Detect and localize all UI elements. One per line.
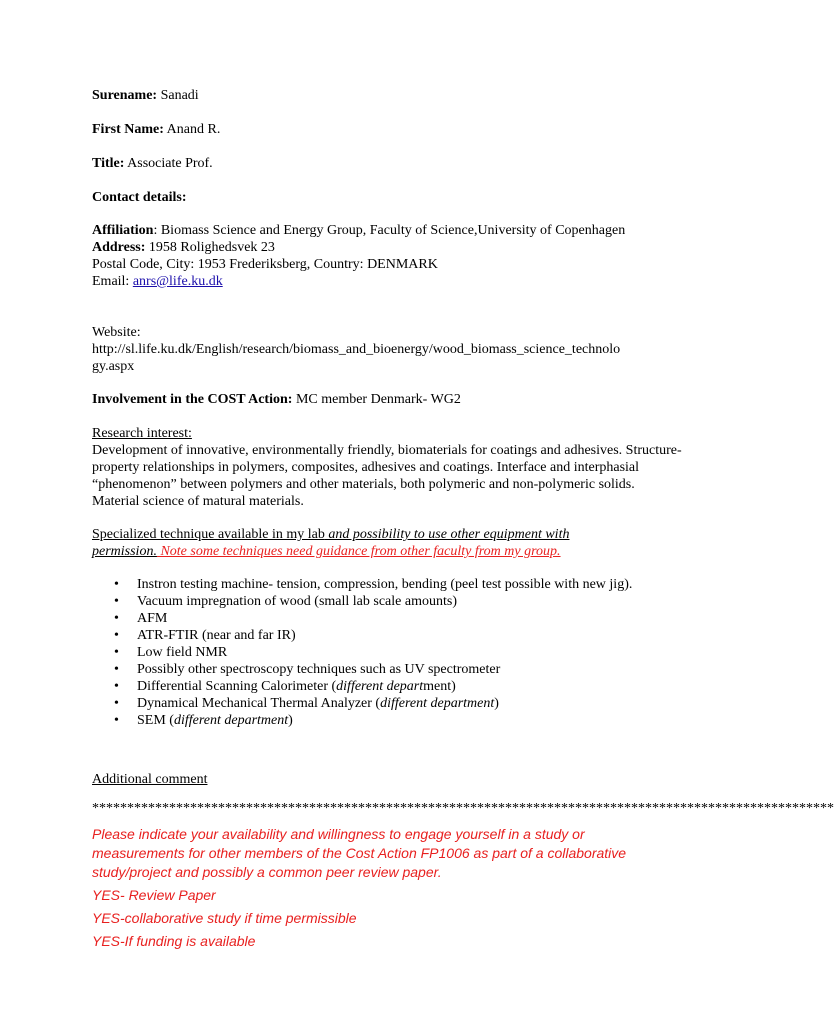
- yes-item: YES- Review Paper: [92, 887, 216, 903]
- address-label: Address:: [92, 240, 146, 255]
- research-heading: Research interest:: [92, 426, 192, 441]
- specialized-block: [92, 526, 632, 560]
- yes-item: YES-If funding is available: [92, 933, 256, 949]
- bullet-icon: •: [114, 713, 119, 728]
- address-value: 1958 Rolighedsvek 23: [148, 240, 275, 255]
- bullet-icon: •: [114, 611, 119, 626]
- involvement-value: MC member Denmark- WG2: [295, 392, 461, 407]
- list-item: • SEM (different department): [114, 713, 293, 728]
- involvement-line: [92, 391, 692, 408]
- first-name-value: Anand R.: [166, 122, 221, 137]
- list-item: • Low field NMR: [114, 645, 228, 660]
- contact-block: [92, 222, 692, 290]
- list-item: • Possibly other spectroscopy techniques such as UV spectrometer: [114, 662, 501, 677]
- surname-value: Sanadi: [160, 88, 199, 103]
- website-block: [92, 324, 692, 375]
- list-item: • Differential Scanning Calorimeter (different department): [114, 679, 456, 694]
- list-item: • AFM: [114, 611, 168, 626]
- additional-comment-heading: Additional comment: [92, 772, 208, 787]
- email-line: [92, 273, 692, 290]
- involvement-label: Involvement in the COST Action:: [92, 392, 293, 407]
- technique-list: [92, 576, 692, 729]
- specialized-note: Note some techniques need guidance from other faculty from my group.: [156, 544, 561, 559]
- separator-stars: **********************************************************************************************************: [92, 801, 834, 816]
- title-label: Title:: [92, 156, 125, 171]
- first-name-label: First Name:: [92, 122, 164, 137]
- bullet-icon: •: [114, 696, 119, 711]
- please-text: Please indicate your availability and willingness to engage yourself in a study or measurements for other members of the Cost Action FP1006 as part of a collaborative study/project and possibly a common peer review paper.: [92, 826, 627, 880]
- affiliation-line: [92, 222, 692, 239]
- research-text: Development of innovative, environmentally friendly, biomaterials for coatings and adhesives. Structure-property relationships in polymers, composites, adhesives and coatings. Interface and interphasial “phenomenon” between polymers and other materials, both polymeric and non-polymeric solids. Material science of matural materials.: [92, 443, 682, 509]
- specialized-italic: and possibility to use other equipment with permission.: [92, 527, 570, 559]
- affiliation-value: : Biomass Science and Energy Group, Faculty of Science,University of Copenhagen: [153, 223, 626, 238]
- postal-line: Postal Code, City: 1953 Frederiksberg, Country: DENMARK: [92, 257, 438, 272]
- address-line: [92, 239, 692, 256]
- title-value: Associate Prof.: [127, 156, 213, 171]
- email-label: Email:: [92, 274, 130, 289]
- yes-item: YES-collaborative study if time permissible: [92, 910, 357, 926]
- list-item: • Vacuum impregnation of wood (small lab scale amounts): [114, 594, 457, 609]
- bullet-icon: •: [114, 645, 119, 660]
- list-item: • Instron testing machine- tension, compression, bending (peel test possible with new jig).: [114, 577, 633, 592]
- contact-heading: Contact details:: [92, 190, 187, 205]
- bullet-icon: •: [114, 679, 119, 694]
- title-line: [92, 155, 692, 172]
- website-label: Website:: [92, 325, 141, 340]
- research-block: [92, 425, 682, 510]
- surname-line: [92, 87, 692, 104]
- list-item: • Dynamical Mechanical Thermal Analyzer (different department): [114, 696, 499, 711]
- first-name-line: [92, 121, 692, 138]
- surname-label: Surename:: [92, 88, 158, 103]
- specialized-heading: Specialized technique available in my lab: [92, 527, 325, 542]
- bullet-icon: •: [114, 577, 119, 592]
- bullet-icon: •: [114, 594, 119, 609]
- list-item: • ATR-FTIR (near and far IR): [114, 628, 296, 643]
- email-link[interactable]: anrs@life.ku.dk: [132, 274, 223, 289]
- website-url-line1: http://sl.life.ku.dk/English/research/biomass_and_bioenergy/wood_biomass_science_technolo: [92, 342, 621, 357]
- website-url-line2: gy.aspx: [92, 359, 135, 374]
- affiliation-label: Affiliation: [92, 223, 154, 238]
- bullet-icon: •: [114, 662, 119, 677]
- bullet-icon: •: [114, 628, 119, 643]
